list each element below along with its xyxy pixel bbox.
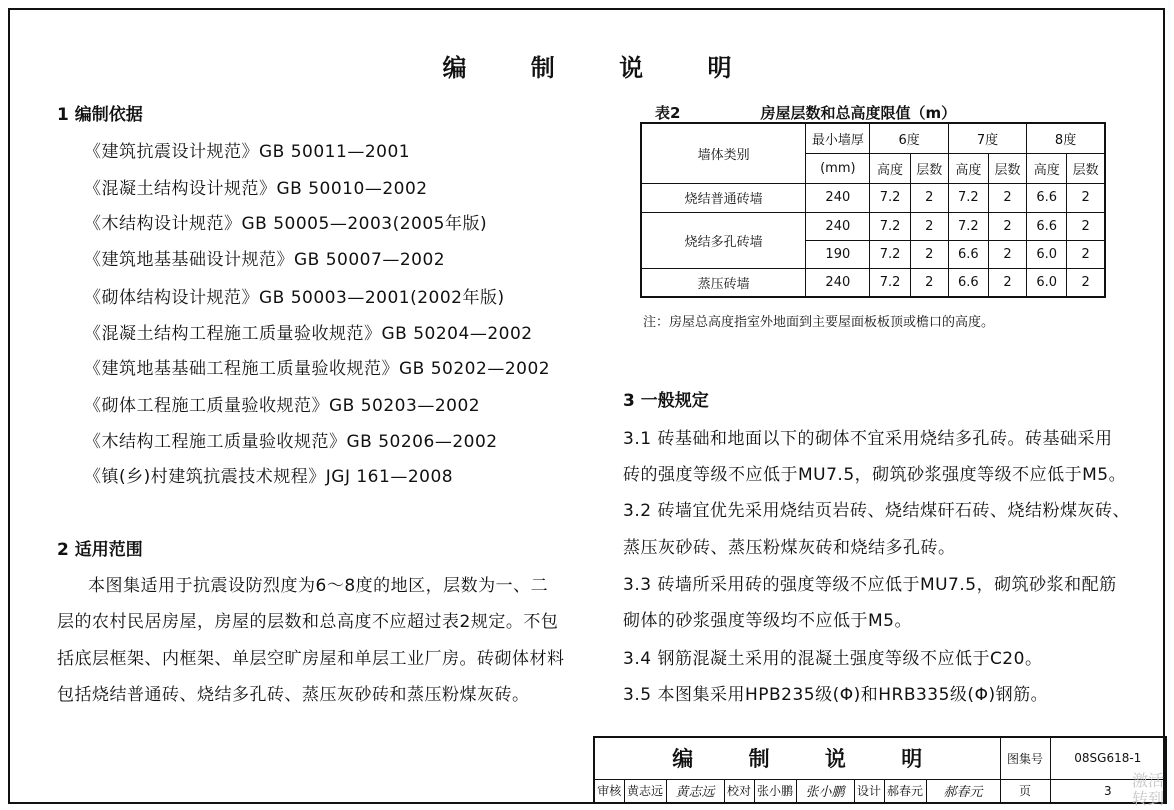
value-cell: 2 xyxy=(988,212,1026,240)
wall-type-cell: 蒸压砖墙 xyxy=(641,269,806,297)
header-wall-type: 墙体类别 xyxy=(641,123,806,184)
rule-line: 3.1 砖基础和地面以下的砌体不宜采用烧结多孔砖。砖基础采用 xyxy=(623,429,1113,449)
header-floors: 层数 xyxy=(988,153,1026,183)
header-min-thickness-unit: (mm) xyxy=(806,153,870,183)
watermark-line: 转到 xyxy=(1132,789,1165,808)
header-height: 高度 xyxy=(948,153,988,183)
rule-line: 3.5 本图集采用HPB235级(Φ)和HRB335级(Φ)钢筋。 xyxy=(623,685,1049,705)
rule-line: 蒸压灰砂砖、蒸压粉煤灰砖和烧结多孔砖。 xyxy=(623,538,956,558)
norm-item: 《镇(乡)村建筑抗震技术规程》JGJ 161—2008 xyxy=(84,467,454,487)
thickness-cell: 240 xyxy=(806,212,870,240)
designer-signature: 郝春元 xyxy=(926,779,1000,803)
designer-name: 郝春元 xyxy=(884,779,926,803)
value-cell: 2 xyxy=(988,240,1026,268)
header-height: 高度 xyxy=(1027,153,1067,183)
table-row xyxy=(641,212,1105,240)
watermark-line: 激活 xyxy=(1132,771,1165,790)
section1-heading: 1 编制依据 xyxy=(57,105,143,125)
header-height: 高度 xyxy=(870,153,910,183)
rule-line: 砖的强度等级不应低于MU7.5，砌筑砂浆强度等级不应低于M5。 xyxy=(623,465,1127,485)
header-min-thickness: 最小墙厚 xyxy=(806,123,870,153)
rule-line: 3.2 砖墙宜优先采用烧结页岩砖、烧结煤矸石砖、烧结粉煤灰砖、 xyxy=(623,501,1130,521)
table2-title: 房屋层数和总高度限值（m） xyxy=(760,104,957,122)
wall-type-cell: 烧结普通砖墙 xyxy=(641,184,806,212)
title-block xyxy=(593,736,1167,804)
atlas-number: 08SG618-1 xyxy=(1050,737,1166,779)
review-label: 审核 xyxy=(594,779,624,803)
value-cell: 6.6 xyxy=(948,269,988,297)
norm-item: 《建筑抗震设计规范》GB 50011—2001 xyxy=(84,142,411,162)
section3-heading: 3 一般规定 xyxy=(623,391,709,411)
value-cell: 6.6 xyxy=(1027,184,1067,212)
atlas-number-label: 图集号 xyxy=(1000,737,1050,779)
value-cell: 2 xyxy=(910,240,948,268)
header-floors: 层数 xyxy=(1067,153,1105,183)
rule-line: 3.3 砖墙所采用砖的强度等级不应低于MU7.5，砌筑砂浆和配筋 xyxy=(623,575,1117,595)
page-title: 编 制 说 明 xyxy=(442,54,760,82)
scope-paragraph-line: 括底层框架、内框架、单层空旷房屋和单层工业厂房。砖砌体材料 xyxy=(57,649,565,669)
value-cell: 2 xyxy=(988,184,1026,212)
value-cell: 6.0 xyxy=(1027,240,1067,268)
header-degree-6: 6度 xyxy=(870,123,948,153)
value-cell: 2 xyxy=(988,269,1026,297)
thickness-cell: 240 xyxy=(806,184,870,212)
norm-item: 《木结构工程施工质量验收规范》GB 50206—2002 xyxy=(84,432,498,452)
height-limits-table xyxy=(640,122,1106,298)
value-cell: 2 xyxy=(1067,184,1105,212)
value-cell: 7.2 xyxy=(948,184,988,212)
norm-item: 《砌体结构设计规范》GB 50003—2001(2002年版) xyxy=(84,288,505,308)
check-label: 校对 xyxy=(724,779,754,803)
value-cell: 2 xyxy=(1067,240,1105,268)
page-label: 页 xyxy=(1000,779,1050,803)
table2-note: 注：房屋总高度指室外地面到主要屋面板板顶或檐口的高度。 xyxy=(643,315,995,330)
wall-type-cell: 烧结多孔砖墙 xyxy=(641,212,806,269)
value-cell: 2 xyxy=(910,269,948,297)
value-cell: 2 xyxy=(1067,212,1105,240)
norm-item: 《木结构设计规范》GB 50005—2003(2005年版) xyxy=(84,214,488,234)
norm-item: 《混凝土结构工程施工质量验收规范》GB 50204—2002 xyxy=(84,324,533,344)
value-cell: 7.2 xyxy=(870,269,910,297)
rule-line: 砌体的砂浆强度等级均不应低于M5。 xyxy=(623,611,912,631)
page-number: 3 xyxy=(1050,779,1166,803)
norm-item: 《混凝土结构设计规范》GB 50010—2002 xyxy=(84,179,428,199)
value-cell: 6.6 xyxy=(948,240,988,268)
table-row xyxy=(641,269,1105,297)
header-degree-8: 8度 xyxy=(1027,123,1105,153)
thickness-cell: 240 xyxy=(806,269,870,297)
table2-caption xyxy=(655,102,956,123)
titleblock-title: 编 制 说 明 xyxy=(594,737,1000,779)
value-cell: 2 xyxy=(1067,269,1105,297)
design-label: 设计 xyxy=(854,779,884,803)
value-cell: 2 xyxy=(910,212,948,240)
activation-watermark xyxy=(1132,772,1164,808)
header-degree-7: 7度 xyxy=(948,123,1026,153)
reviewer-name: 黄志远 xyxy=(624,779,666,803)
value-cell: 6.6 xyxy=(1027,212,1067,240)
section2-heading: 2 适用范围 xyxy=(57,540,143,560)
value-cell: 2 xyxy=(910,184,948,212)
scope-paragraph-line: 本图集适用于抗震设防烈度为6～8度的地区，层数为一、二 xyxy=(88,576,549,596)
norm-item: 《砌体工程施工质量验收规范》GB 50203—2002 xyxy=(84,396,481,416)
value-cell: 6.0 xyxy=(1027,269,1067,297)
thickness-cell: 190 xyxy=(806,240,870,268)
value-cell: 7.2 xyxy=(948,212,988,240)
norm-item: 《建筑地基基础工程施工质量验收规范》GB 50202—2002 xyxy=(84,359,551,379)
table-row xyxy=(641,184,1105,212)
scope-paragraph-line: 包括烧结普通砖、烧结多孔砖、蒸压灰砂砖和蒸压粉煤灰砖。 xyxy=(57,685,530,705)
norm-item: 《建筑地基基础设计规范》GB 50007—2002 xyxy=(84,250,446,270)
reviewer-signature: 黄志远 xyxy=(666,779,724,803)
checker-signature: 张小鹏 xyxy=(796,779,854,803)
value-cell: 7.2 xyxy=(870,240,910,268)
header-floors: 层数 xyxy=(910,153,948,183)
table2-label: 表2 xyxy=(655,104,681,122)
value-cell: 7.2 xyxy=(870,184,910,212)
checker-name: 张小鹏 xyxy=(754,779,796,803)
value-cell: 7.2 xyxy=(870,212,910,240)
rule-line: 3.4 钢筋混凝土采用的混凝土强度等级不应低于C20。 xyxy=(623,649,1043,669)
scope-paragraph-line: 层的农村民居房屋，房屋的层数和总高度不应超过表2规定。不包 xyxy=(57,612,559,632)
